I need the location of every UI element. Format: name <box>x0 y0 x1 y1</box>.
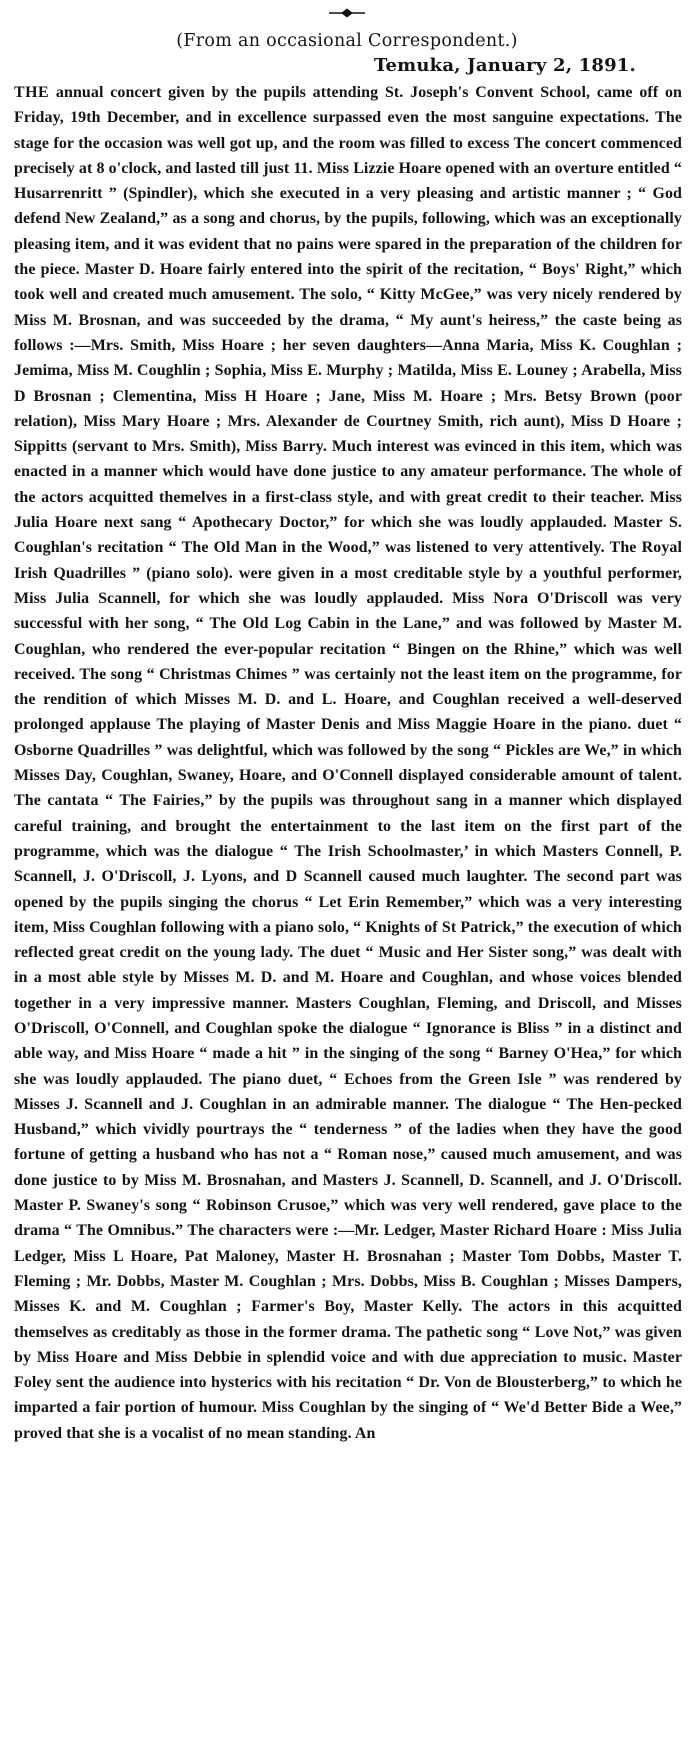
article-text: annual concert given by the pupils attending St. Joseph's Convent School, came off on Friday, 19th December, and in excellence surpassed even the most sanguine expectations. The stage for the occasion was well got up, and the room was filled to excess The concert commenced precisely at 8 o'clock, and lasted till just 11. Miss Lizzie Hoare opened with an overture entitled “ Husarrenritt ” (Spindler), which she executed in a very pleasing and artistic manner ; “ God defend New Zealand,” as a song and chorus, by the pupils, following, which was an exceptionally pleasing item, and it was evident that no pains were spared in the preparation of the children for the piece. Master D. Hoare fairly entered into the spirit of the recitation, “ Boys' Right,” which took well and created much amusement. The solo, “ Kitty McGee,” was very nicely rendered by Miss M. Brosnan, and was succeeded by the drama, “ My aunt's heiress,” the caste being as follows :—Mrs. Smith, Miss Hoare ; her seven daughters—Anna Maria, Miss K. Coughlan ; Jemima, Miss M. Coughlin ; Sophia, Miss E. Murphy ; Matilda, Miss E. Louney ; Arabella, Miss D Brosnan ; Clementina, Miss H Hoare ; Jane, Miss M. Hoare ; Mrs. Betsy Brown (poor relation), Miss Mary Hoare ; Mrs. Alexander de Courtney Smith, rich aunt), Miss D Hoare ; Sippitts (servant to Mrs. Smith), Miss Barry. Much interest was evinced in this item, which was enacted in a manner which would have done justice to any amateur performance. The whole of the actors acquitted themelves in a first-class style, and with great credit to their teacher. Miss Julia Hoare next sang “ Apothecary Doctor,” for which she was loudly applauded. Master S. Coughlan's recitation “ The Old Man in the Wood,” was listened to very attentively. The Royal Irish Quadrilles ” (piano solo). were given in a most creditable style by a youthful performer, Miss Julia Scannell, for which she was loudly applauded. Miss Nora O'Driscoll was very successful with her song, “ The Old Log Cabin in the Lane,” and was followed by Master M. Coughlan, who rendered the ever-popular recitation “ Bingen on the Rhine,” which was well received. The song “ Christmas Chimes ” was certainly not the least item on the programme, for the rendition of which Misses M. D. and L. Hoare, and Coughlan received a well-deserved prolonged applause The playing of Master Denis and Miss Maggie Hoare in the piano. duet “ Osborne Quadrilles ” was delightful, which was followed by the song “ Pickles are We,” in which Misses Day, Coughlan, Swaney, Hoare, and O'Connell displayed considerable amount of talent. The cantata “ The Fairies,” by the pupils was throughout sang in a manner which displayed careful training, and brought the entertainment to the last item on the first part of the programme, which was the dialogue “ The Irish Schoolmaster,’ in which Masters Connell, P. Scannell, J. O'Driscoll, J. Lyons, and D Scannell caused much laughter. The second part was opened by the pupils singing the chorus “ Let Erin Remember,” which was a very interesting item, Miss Coughlan following with a piano solo, “ Knights of St Patrick,” the execution of which reflected great credit on the young lady. The duet “ Music and Her Sister song,” was dealt with in a most able style by Misses M. D. and M. Hoare and Coughlan, and whose voices blended together in a very impressive manner. Masters Coughlan, Fleming, and Driscoll, and Misses O'Driscoll, O'Connell, and Coughlan spoke the dialogue “ Ignorance is Bliss ” in a distinct and able way, and Miss Hoare “ made a hit ” in the singing of the song “ Barney O'Hea,” for which she was loudly applauded. The piano duet, “ Echoes from the Green Isle ” was rendered by Misses J. Scannell and J. Coughlan in an admirable manner. The dialogue “ The Hen-pecked Husband,” which vividly pourtrays the “ tenderness ” of the ladies when they have the good fortune of getting a husband who has not a “ Roman nose,” caused much amusement, and was done justice to by Miss M. Brosnahan, and Masters J. Scannell, D. Scannell, and J. O'Driscoll. Master P. Swaney's song “ Robinson Crusoe,” which was very well rendered, gave place to the drama “ The Omnibus.” The characters were :—Mr. Ledger, Master Richard Hoare : Miss Julia Ledger, Miss L Hoare, Pat Maloney, Master H. Brosnahan ; Master Tom Dobbs, Master T. Fleming ; Mr. Dobbs, Master M. Coughlan ; Mrs. Dobbs, Miss B. Coughlan ; Misses Dampers, Misses K. and M. Coughlan ; Farmer's Boy, Master Kelly. The actors in this acquitted themselves as creditably as those in the former drama. The pathetic song “ Love Not,” was given by Miss Hoare and Miss Debbie in splendid voice and with due appreciation to music. Master Foley sent the audience into hysterics with his recitation “ Dr. Von de Blousterberg,” to which he imparted a fair portion of humour. Miss Coughlan by the singing of “ We'd Better Bide a Wee,” proved that she is a vocalist of no mean standing. An <box>14 84 682 1442</box>
ornament-dash-icon <box>327 7 367 19</box>
ornament-divider <box>0 4 694 18</box>
article-body <box>14 80 682 1446</box>
correspondent-line: (From an occasional Correspondent.) <box>176 31 518 51</box>
dateline: Temuka, January 2, 1891. <box>373 55 636 76</box>
article-lead-word: THE <box>14 84 50 101</box>
